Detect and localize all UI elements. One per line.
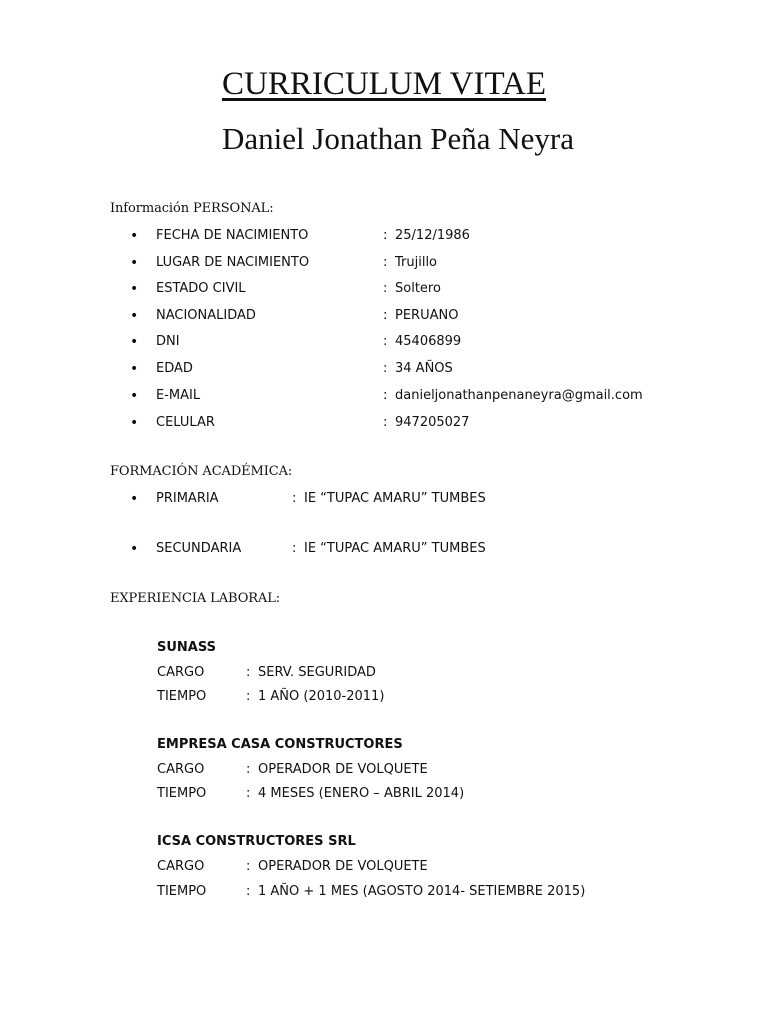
field-colon: : xyxy=(292,541,297,556)
field-label: PRIMARIA xyxy=(156,491,219,506)
field-label: TIEMPO xyxy=(157,884,207,899)
field-label: SECUNDARIA xyxy=(156,541,242,556)
bullet-icon: • xyxy=(130,361,139,377)
field-value: OPERADOR DE VOLQUETE xyxy=(258,859,428,874)
field-label: ESTADO CIVIL xyxy=(156,281,246,296)
bullet-icon: • xyxy=(130,334,139,350)
company-name: EMPRESA CASA CONSTRUCTORES xyxy=(157,737,403,752)
field-label: CARGO xyxy=(157,762,205,777)
personal-row-birthdate xyxy=(0,226,768,246)
field-colon: : xyxy=(246,786,251,801)
education-row-primary xyxy=(0,489,768,509)
bullet-icon: • xyxy=(130,415,139,431)
personal-row-email xyxy=(0,386,768,406)
field-colon: : xyxy=(383,334,388,349)
experience-heading: EXPERIENCIA LABORAL: xyxy=(110,591,281,606)
field-value: 1 AÑO + 1 MES (AGOSTO 2014- SETIEMBRE 2015) xyxy=(258,884,586,899)
field-colon: : xyxy=(383,255,388,270)
education-heading: FORMACIÓN ACADÉMICA: xyxy=(110,464,293,479)
field-value: SERV. SEGURIDAD xyxy=(258,665,376,680)
document-title: CURRICULUM VITAE xyxy=(221,66,546,102)
field-colon: : xyxy=(383,388,388,403)
job-row-cargo xyxy=(0,663,768,683)
field-value: IE “TUPAC AMARU” TUMBES xyxy=(304,541,486,556)
field-value: 4 MESES (ENERO – ABRIL 2014) xyxy=(258,786,465,801)
field-value: PERUANO xyxy=(395,308,459,323)
bullet-icon: • xyxy=(130,541,139,557)
personal-row-nationality xyxy=(0,306,768,326)
job-row-tiempo xyxy=(0,784,768,804)
field-label: FECHA DE NACIMIENTO xyxy=(156,228,309,243)
field-label: NACIONALIDAD xyxy=(156,308,256,323)
field-label: TIEMPO xyxy=(157,786,207,801)
field-label: CELULAR xyxy=(156,415,215,430)
personal-row-birthplace xyxy=(0,253,768,273)
field-colon: : xyxy=(383,361,388,376)
field-label: EDAD xyxy=(156,361,193,376)
bullet-icon: • xyxy=(130,255,139,271)
job-row-tiempo xyxy=(0,882,768,902)
field-value: 34 AÑOS xyxy=(395,361,453,376)
field-value: 947205027 xyxy=(395,415,470,430)
company-name: ICSA CONSTRUCTORES SRL xyxy=(157,834,356,849)
field-value: Trujillo xyxy=(395,255,438,270)
personal-row-age xyxy=(0,359,768,379)
field-label: CARGO xyxy=(157,665,205,680)
personal-row-dni xyxy=(0,332,768,352)
field-value: 45406899 xyxy=(395,334,462,349)
personal-info-heading: Información PERSONAL: xyxy=(110,201,274,216)
field-label: E-MAIL xyxy=(156,388,201,403)
field-colon: : xyxy=(383,415,388,430)
field-label: TIEMPO xyxy=(157,689,207,704)
job-row-cargo xyxy=(0,760,768,780)
field-value: IE “TUPAC AMARU” TUMBES xyxy=(304,491,486,506)
email-link[interactable]: danieljonathanpenaneyra@gmail.com xyxy=(395,388,643,403)
field-colon: : xyxy=(292,491,297,506)
field-value: 1 AÑO (2010-2011) xyxy=(258,689,385,704)
field-colon: : xyxy=(383,281,388,296)
bullet-icon: • xyxy=(130,388,139,404)
field-value: OPERADOR DE VOLQUETE xyxy=(258,762,428,777)
field-colon: : xyxy=(246,884,251,899)
company-name: SUNASS xyxy=(157,640,217,655)
field-colon: : xyxy=(246,665,251,680)
bullet-icon: • xyxy=(130,228,139,244)
bullet-icon: • xyxy=(130,491,139,507)
field-value: Soltero xyxy=(395,281,441,296)
field-colon: : xyxy=(246,859,251,874)
field-colon: : xyxy=(383,228,388,243)
education-row-secondary xyxy=(0,539,768,559)
candidate-name: Daniel Jonathan Peña Neyra xyxy=(221,121,575,156)
bullet-icon: • xyxy=(130,308,139,324)
field-label: CARGO xyxy=(157,859,205,874)
job-row-tiempo xyxy=(0,687,768,707)
field-colon: : xyxy=(246,689,251,704)
job-row-cargo xyxy=(0,857,768,877)
personal-row-phone xyxy=(0,413,768,433)
field-label: DNI xyxy=(156,334,180,349)
bullet-icon: • xyxy=(130,281,139,297)
field-colon: : xyxy=(383,308,388,323)
field-colon: : xyxy=(246,762,251,777)
personal-row-civil-status xyxy=(0,279,768,299)
field-value: 25/12/1986 xyxy=(395,228,470,243)
field-label: LUGAR DE NACIMIENTO xyxy=(156,255,310,270)
